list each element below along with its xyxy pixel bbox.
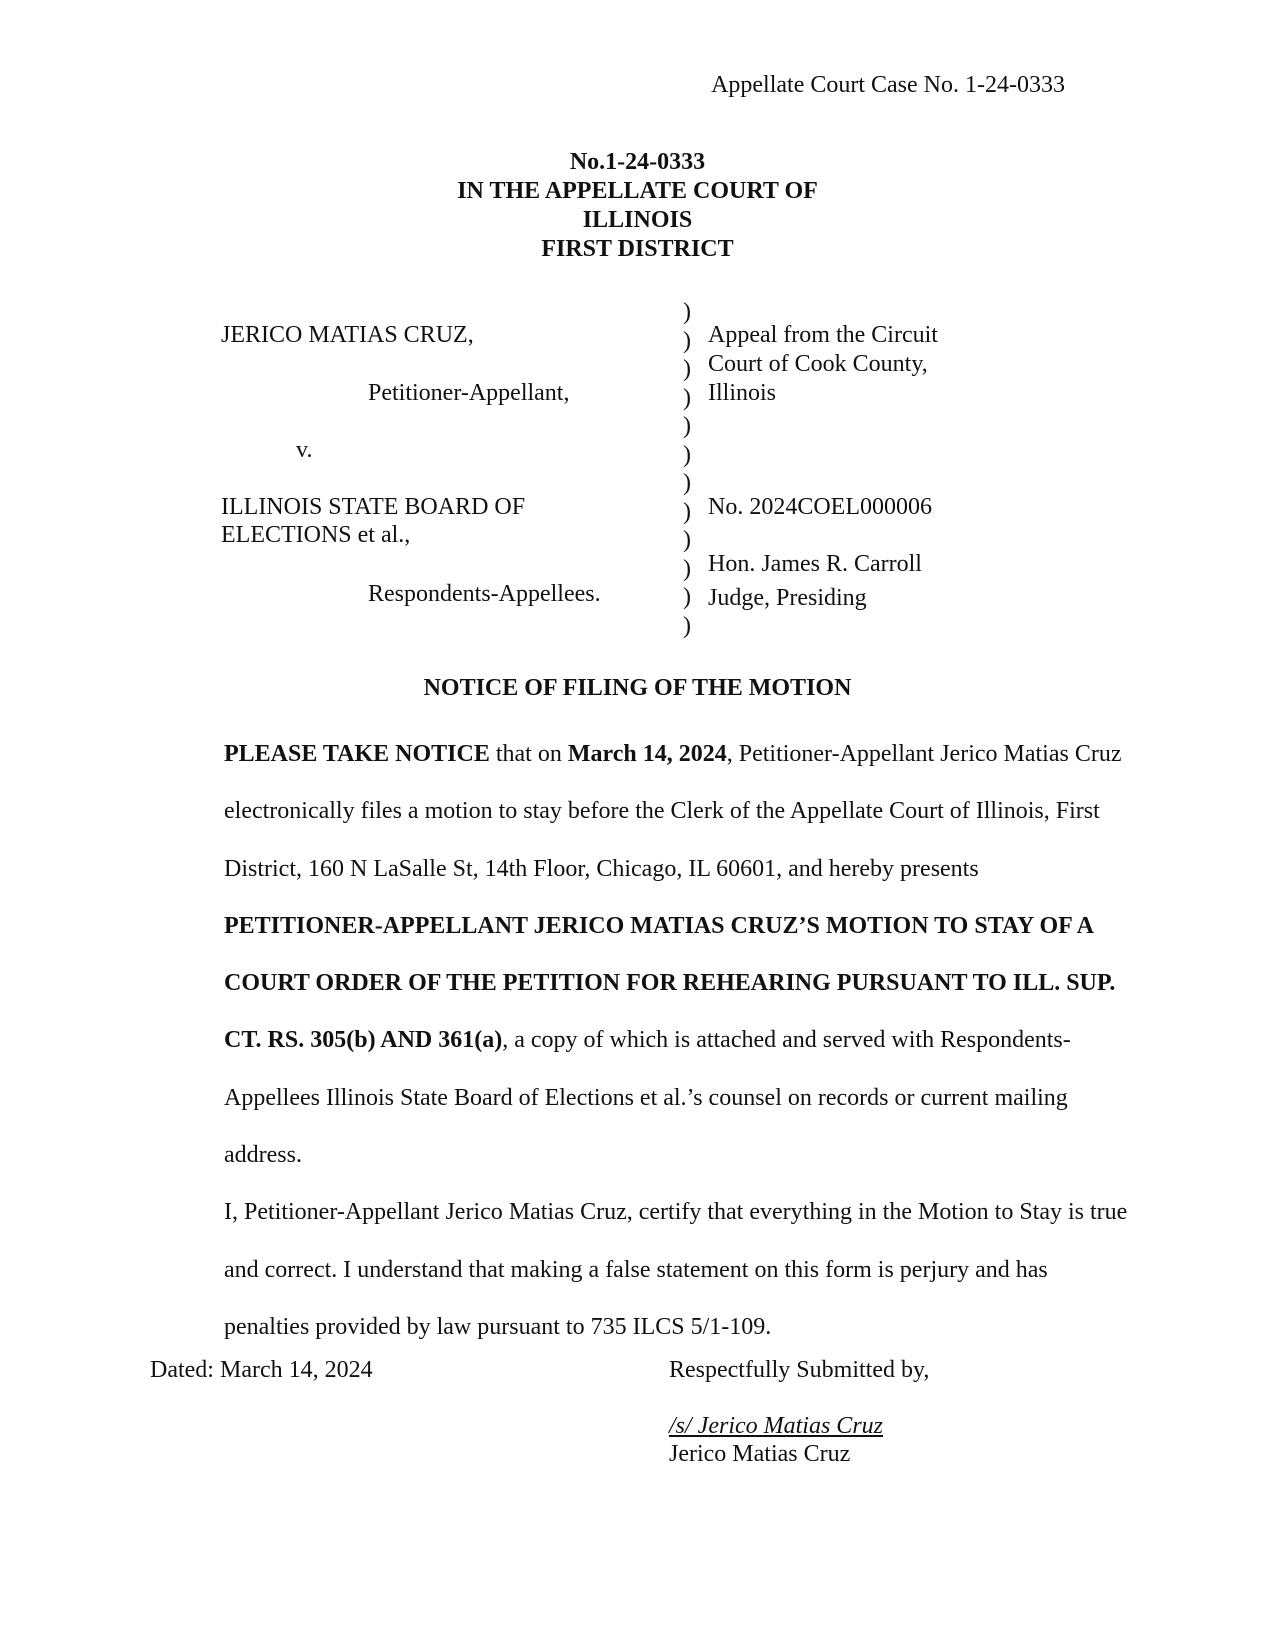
paren: ) [683,584,691,610]
paren: ) [683,555,691,582]
caption-divider [683,298,691,640]
respondent-line1: ILLINOIS STATE BOARD OF [221,494,526,520]
signer-name: Jerico Matias Cruz [669,1441,851,1467]
paren: ) [683,327,691,354]
appeal-line3: Illinois [708,380,777,406]
versus-label: v. [296,437,313,463]
judge-title: Judge, Presiding [708,585,867,611]
paren: ) [683,470,691,496]
circuit-case-number: No. 2024COEL000006 [708,494,932,520]
paren: ) [683,498,691,525]
court-heading [0,148,1275,264]
electronic-signature: /s/ Jerico Matias Cruz [669,1413,883,1439]
dated-line: Dated: March 14, 2024 [150,1357,373,1383]
document-title: NOTICE OF FILING OF THE MOTION [423,675,852,701]
court-name-line1: IN THE APPELLATE COURT OF [457,178,818,204]
court-district: FIRST DISTRICT [541,236,734,262]
case-reference: Appellate Court Case No. 1-24-0333 [711,72,1065,98]
paren: ) [683,612,691,639]
paren: ) [683,413,691,439]
paren: ) [683,384,691,411]
notice-lead: PLEASE TAKE NOTICE [224,741,490,767]
petitioner-name: JERICO MATIAS CRUZ, [221,322,474,348]
paren: ) [683,441,691,468]
paren: ) [683,356,691,382]
appeal-line1: Appeal from the Circuit [708,322,938,348]
court-case-number: No.1-24-0333 [569,149,706,175]
notice-paragraph: PLEASE TAKE NOTICE that on March 14, 2024, Petitioner-Appellant Jerico Matias Cruz electronically files a motion to stay before the Clerk of the Appellate Court of Illinois, First District, 160 N LaSalle St, 14th Floor, Chicago, IL 60601, and hereby presents PETITIONER-APPELLANT JERICO MATIAS CRUZ’S MOTION TO STAY OF A COURT ORDER OF THE PETITION FOR REHEARING PURSUANT TO ILL. SUP. CT. RS. 305(b) AND 361(a), a copy of which is attached and served with Respondents-Appellees Illinois State Board of Elections et al.’s counsel on records or current mailing address. [224,741,1122,1169]
filing-date: March 14, 2024 [567,741,727,767]
appeal-line2: Court of Cook County, [708,351,928,377]
notice-body [150,726,1130,1356]
judge-name: Hon. James R. Carroll [708,551,922,577]
certification-paragraph: I, Petitioner-Appellant Jerico Matias Cruz, certify that everything in the Motion to Stay is true and correct. I understand that making a false statement on this form is perjury and has penalties provided by law pursuant to 735 ILCS 5/1-109. [224,1199,1128,1340]
respondent-role: Respondents-Appellees. [368,581,601,607]
motion-title: PETITIONER-APPELLANT JERICO MATIAS CRUZ’S MOTION TO STAY OF A COURT ORDER OF THE PETITION FOR REHEARING PURSUANT TO ILL. SUP. CT. RS. 305(b) AND 361(a) [224,912,1116,1054]
respondent-line2: ELECTIONS et al., [221,522,411,548]
submitted-by: Respectfully Submitted by, [669,1357,930,1383]
paren: ) [683,527,691,553]
paren: ) [683,299,691,325]
court-name-line2: ILLINOIS [582,207,693,233]
petitioner-role: Petitioner-Appellant, [368,380,570,406]
